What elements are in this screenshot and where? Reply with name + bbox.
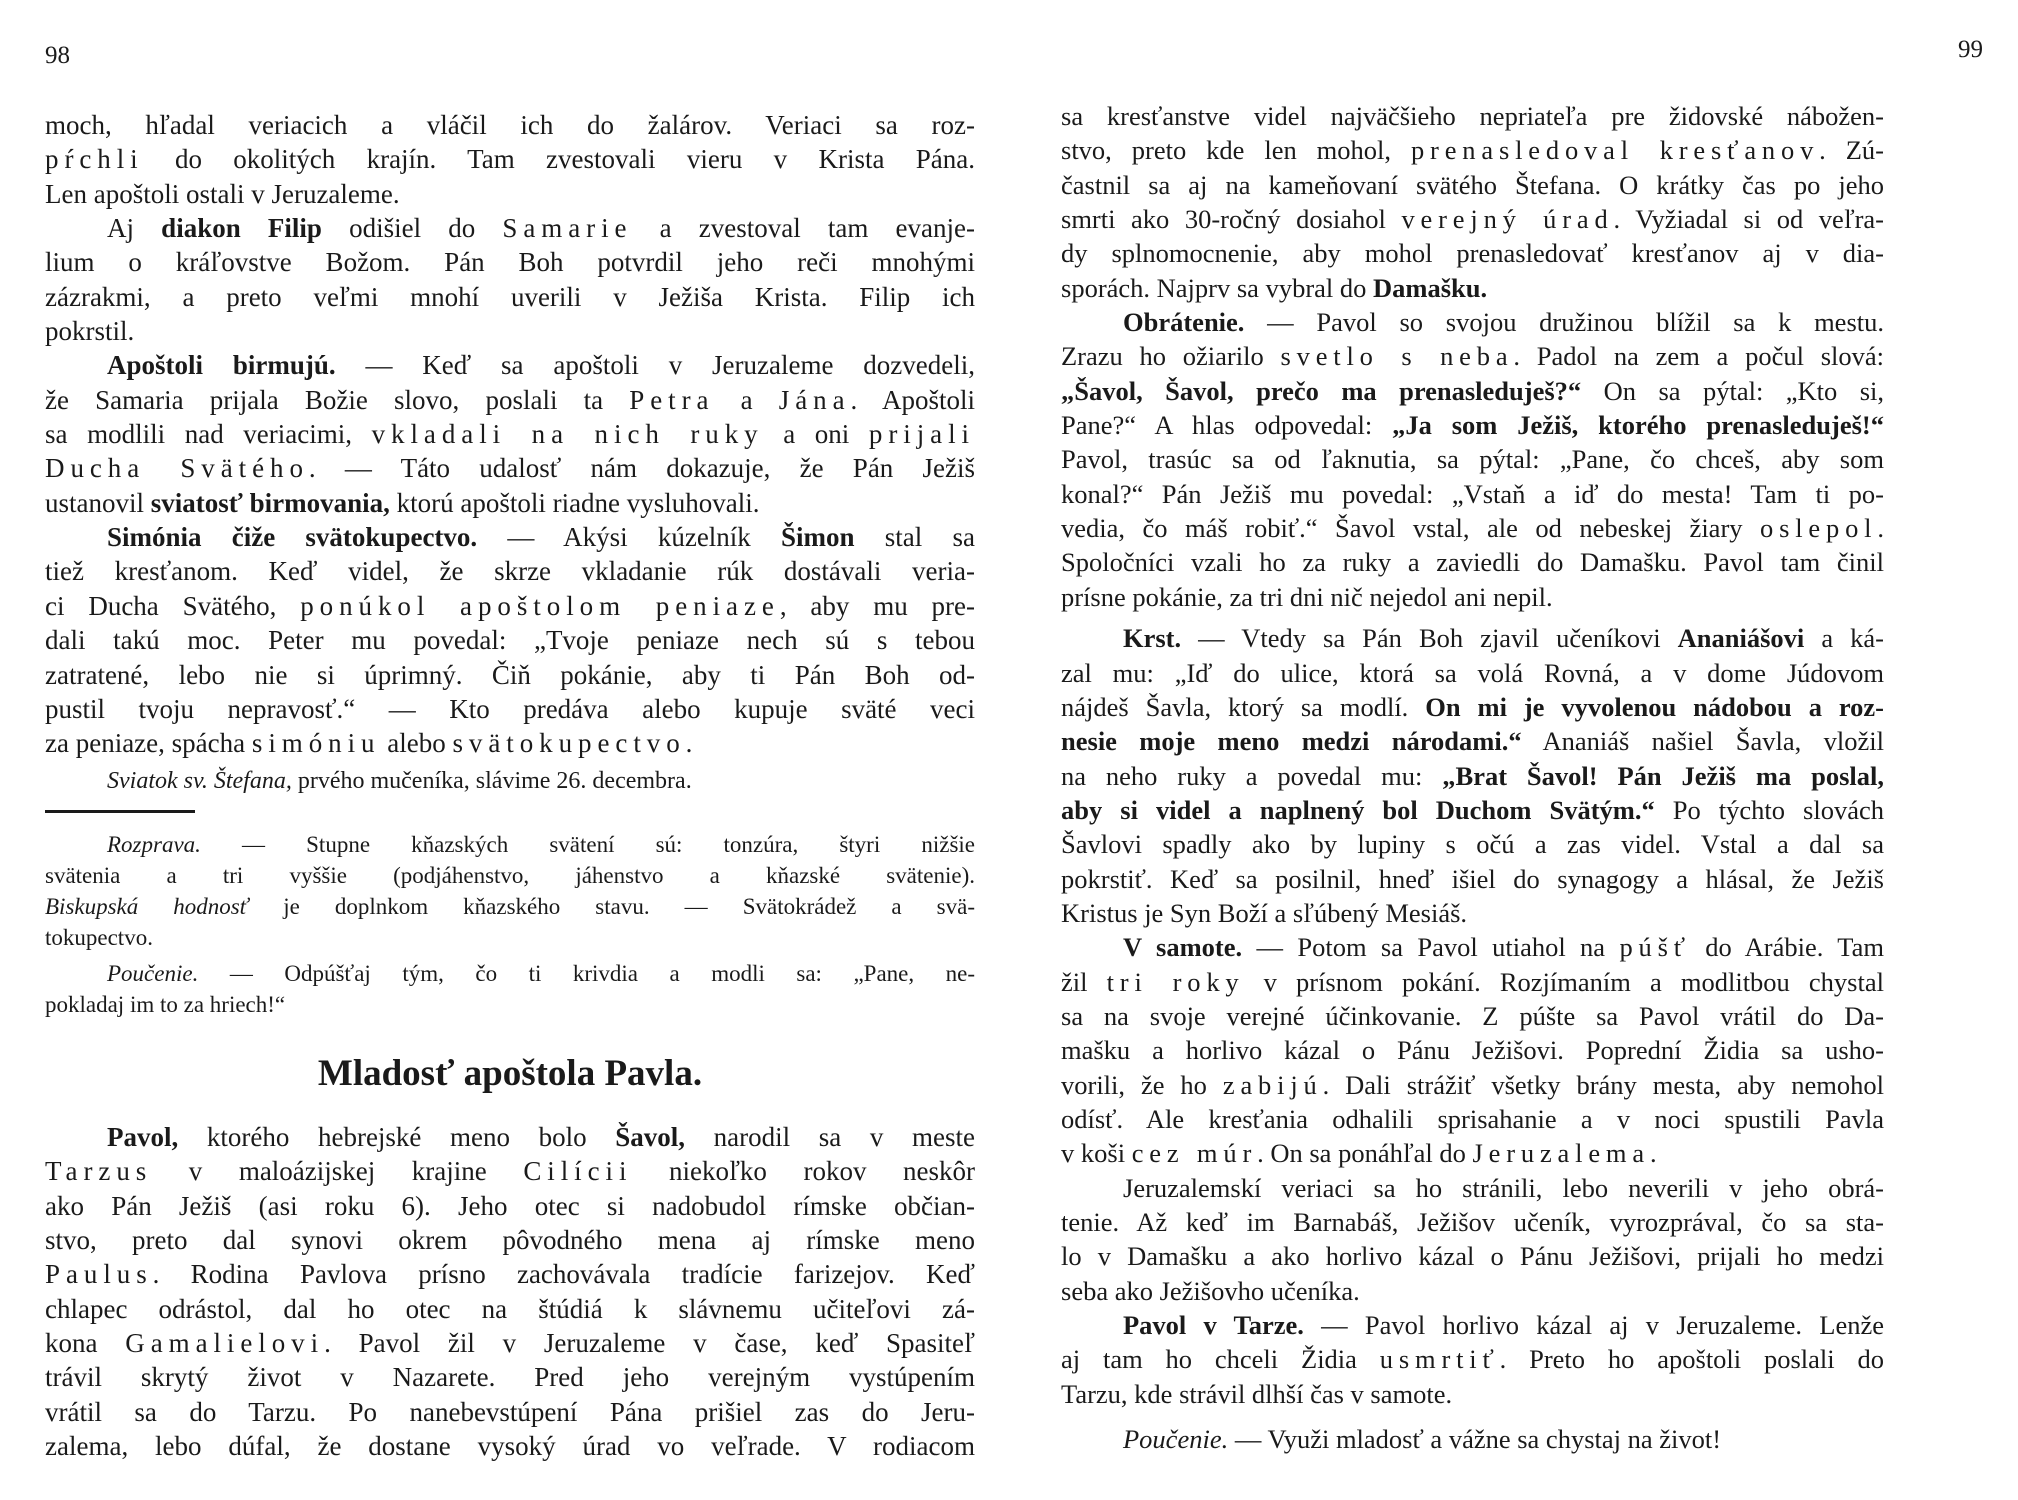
text-line bbox=[1061, 511, 1884, 545]
text-line bbox=[1061, 168, 1884, 202]
text-run: Zrazu ho ožiarilo bbox=[1061, 341, 1281, 372]
spaced-emphasis-text: usmrtiť bbox=[1379, 1344, 1500, 1375]
bold-text: Apoštoli birmujú. bbox=[107, 350, 336, 381]
text-line bbox=[1061, 408, 1884, 442]
text-run: zatratené, lebo nie si úprimný. Čiň pokánie, aby ti Pán Boh od- bbox=[45, 659, 975, 690]
text-run: vedia, čo máš robiť.“ Šavol vstal, ale od nebeskej žiary bbox=[1061, 513, 1760, 544]
text-line bbox=[45, 486, 975, 520]
spaced-emphasis-text: Jeruzalema bbox=[1472, 1138, 1650, 1169]
left-main-1 bbox=[45, 108, 975, 761]
text-run: Len apoštoli ostali v Jeruzaleme. bbox=[45, 178, 400, 209]
text-line bbox=[1061, 236, 1884, 270]
text-line bbox=[1061, 1422, 1884, 1456]
bold-text: „Brat Šavol! Pán Ježiš ma poslal, bbox=[1442, 760, 1884, 791]
page-number-right: 99 bbox=[1958, 36, 1983, 63]
text-run: odísť. Ale kresťania odhalili sprisahanie a v noci spustili Pavla bbox=[1061, 1103, 1884, 1134]
text-run: vrátil sa do Tarzu. Po nanebevstúpení Pána prišiel zas do Jeru- bbox=[45, 1396, 975, 1427]
text-line bbox=[45, 314, 975, 348]
text-run: — Akýsi kúzelník bbox=[477, 522, 782, 553]
text-line bbox=[45, 829, 975, 860]
text-run: sa modlili nad veriacimi, bbox=[45, 419, 372, 450]
text-run: že Samaria prijala Božie slovo, poslali ta bbox=[45, 384, 630, 415]
text-run: v maloázijskej krajine bbox=[152, 1156, 524, 1187]
text-run: Aj bbox=[107, 213, 162, 244]
text-run: svätenia a tri vyššie (podjáhenstvo, jáhenstvo a kňazské svätenie). bbox=[45, 863, 975, 888]
text-line bbox=[45, 108, 975, 142]
text-run: ktorého hebrejské meno bolo bbox=[178, 1122, 616, 1152]
text-line bbox=[45, 692, 975, 726]
text-line bbox=[1061, 477, 1884, 511]
text-run: a bbox=[714, 384, 779, 415]
text-line bbox=[1061, 965, 1884, 999]
text-line bbox=[1061, 793, 1884, 827]
text-line bbox=[45, 766, 975, 800]
spaced-emphasis-text: simóniu bbox=[251, 728, 381, 759]
text-run: stvo, preto dal synovi okrem pôvodného mena aj rímske meno bbox=[45, 1225, 975, 1256]
text-run: prísne pokánie, za tri dni nič nejedol ani nepil. bbox=[1061, 581, 1553, 612]
text-line bbox=[45, 623, 975, 657]
text-line bbox=[1061, 305, 1884, 339]
text-line bbox=[45, 211, 975, 245]
paragraph bbox=[45, 958, 975, 1020]
text-run: . Zú- bbox=[1819, 135, 1884, 166]
text-run: prvého mučeníka, slávime 26. decembra. bbox=[291, 768, 692, 794]
text-line bbox=[45, 245, 975, 279]
text-line bbox=[1061, 202, 1884, 236]
text-line bbox=[1061, 1308, 1884, 1342]
spaced-emphasis-text: oslepol bbox=[1760, 513, 1878, 544]
text-line bbox=[45, 658, 975, 692]
spaced-emphasis-text: Cilícii bbox=[523, 1156, 633, 1187]
bold-text: „Šavol, Šavol, prečo ma prenasleduješ?“ bbox=[1061, 375, 1582, 406]
text-run: sa kresťanstve videl najväčšieho nepriateľa pre židovské nábožen- bbox=[1061, 101, 1884, 131]
paragraph bbox=[1061, 1171, 1884, 1308]
text-run: On sa pýtal: „Kto si, bbox=[1581, 375, 1885, 406]
text-run: smrti ako 30-ročný dosiahol bbox=[1061, 204, 1402, 235]
section-title: Mladosť apoštola Pavla. bbox=[317, 1053, 703, 1094]
bold-text: Pavol, bbox=[107, 1122, 179, 1152]
text-line bbox=[45, 1429, 975, 1463]
bold-text: Krst. bbox=[1123, 623, 1182, 654]
text-line bbox=[1061, 621, 1884, 655]
text-run: konal?“ Pán Ježiš mu povedal: „Vstaň a iď do mesta! Tam ti po- bbox=[1061, 478, 1884, 509]
text-run: ci Ducha Svätého, bbox=[45, 590, 301, 621]
paragraph bbox=[45, 766, 975, 800]
spaced-emphasis-text: verejný úrad bbox=[1401, 204, 1614, 235]
italic-text: Biskupská hodnosť bbox=[45, 894, 249, 919]
text-line bbox=[1061, 930, 1884, 964]
text-run: v prísnom pokání. Rozjímaním a modlitbou chystal bbox=[1244, 966, 1884, 997]
text-run: — Potom sa Pavol utiahol na bbox=[1242, 932, 1620, 963]
text-line bbox=[45, 177, 975, 211]
text-line bbox=[1061, 1136, 1884, 1170]
text-run: a ká- bbox=[1804, 623, 1884, 654]
text-run: žil bbox=[1061, 966, 1107, 997]
text-run: aj tam ho chceli Židia bbox=[1061, 1344, 1380, 1375]
spaced-emphasis-text: vkladali na nich ruky bbox=[371, 419, 764, 450]
spaced-emphasis-text: Ducha Svätého bbox=[45, 453, 309, 484]
text-line bbox=[45, 1154, 975, 1188]
spaced-emphasis-text: svätokupectvo bbox=[452, 728, 686, 759]
text-run: ktorú apoštoli riadne vysluhovali. bbox=[389, 487, 760, 518]
text-line bbox=[1061, 1033, 1884, 1067]
text-line bbox=[45, 1223, 975, 1257]
text-run: nájdeš Šavla, ktorý sa modlí. bbox=[1061, 691, 1426, 722]
spaced-emphasis-text: prijali bbox=[868, 419, 975, 450]
bold-text: Damašku. bbox=[1373, 272, 1488, 303]
text-line bbox=[1061, 1171, 1884, 1205]
paragraph bbox=[1061, 930, 1884, 1170]
left-notes bbox=[45, 829, 975, 1020]
text-run: Šavlovi spadly ako by lupiny s očú a zas videl. Vstal a dal sa bbox=[1061, 829, 1884, 860]
italic-text: Sviatok sv. Štefana, bbox=[107, 768, 292, 794]
paragraph bbox=[45, 108, 975, 211]
text-line bbox=[1061, 1274, 1884, 1308]
spaced-emphasis-text: cez múr bbox=[1131, 1138, 1258, 1169]
spaced-emphasis-text: zabijú bbox=[1222, 1069, 1323, 1100]
text-run: lium o kráľovstve Božom. Pán Boh potvrdil jeho reči mnohými bbox=[45, 247, 975, 278]
text-run: zázrakmi, a preto veľmi mnohí uverili v Ježiša Krista. Filip ich bbox=[45, 281, 975, 312]
paragraph bbox=[1061, 1308, 1884, 1411]
text-run: Po týchto slovách bbox=[1654, 794, 1884, 825]
text-line bbox=[45, 1395, 975, 1429]
spaced-emphasis-text: svetlo s neba bbox=[1280, 341, 1514, 372]
bold-text: Ananiášovi bbox=[1677, 623, 1805, 654]
bold-text: Obrátenie. bbox=[1123, 307, 1245, 338]
text-run: kona bbox=[45, 1328, 126, 1359]
text-line bbox=[1061, 827, 1884, 861]
text-line bbox=[1061, 999, 1884, 1033]
text-run: . Vyžiadal si od veľra- bbox=[1613, 204, 1884, 235]
bold-text: „Ja som Ježiš, ktorého prenasleduješ!“ bbox=[1392, 410, 1884, 441]
text-line bbox=[45, 1120, 975, 1154]
paragraph bbox=[45, 520, 975, 760]
text-run: chlapec odrástol, dal ho otec na štúdiá k slávnemu učiteľovi zá- bbox=[45, 1293, 975, 1324]
text-run: do okolitých krajín. Tam zvestovali vieru v Krista Pána. bbox=[143, 144, 975, 175]
text-run: sporách. Najprv sa vybral do bbox=[1061, 272, 1374, 303]
text-run: do Arábie. Tam bbox=[1690, 932, 1884, 963]
text-run: ustanovil bbox=[45, 487, 151, 518]
text-run: — Pavol horlivo kázal aj v Jeruzaleme. Lenže bbox=[1303, 1310, 1884, 1341]
text-run: . bbox=[1877, 513, 1884, 544]
text-run: dali takú moc. Peter mu povedal: „Tvoje peniaze nech sú s tebou bbox=[45, 625, 975, 656]
text-line bbox=[1061, 759, 1884, 793]
text-run: . Padol na zem a počul slová: bbox=[1513, 341, 1884, 372]
text-run: . Apoštoli bbox=[850, 384, 975, 415]
text-run: Tarzu, kde strávil dlhší čas v samote. bbox=[1061, 1378, 1453, 1409]
text-line bbox=[45, 280, 975, 314]
bold-text: Šavol, bbox=[615, 1122, 686, 1152]
text-line bbox=[45, 1360, 975, 1394]
bold-text: Šimon bbox=[781, 522, 855, 553]
text-run: ako Pán Ježiš (asi roku 6). Jeho otec si nadobudol rímske občian- bbox=[45, 1190, 975, 1221]
text-run: — Využi mladosť a vážne sa chystaj na život! bbox=[1228, 1424, 1722, 1455]
spaced-emphasis-text: tri roky bbox=[1106, 966, 1245, 997]
text-run: za peniaze, spácha bbox=[45, 728, 252, 759]
text-run: Pavol, trasúc sa od ľaknutia, sa pýtal: „Pane, čo chceš, aby som bbox=[1061, 444, 1884, 475]
paragraph bbox=[1061, 621, 1884, 930]
paragraph bbox=[1061, 99, 1884, 305]
bold-text: V samote. bbox=[1123, 932, 1243, 963]
bold-text: nesie moje meno medzi národami.“ bbox=[1061, 726, 1522, 757]
text-line bbox=[45, 726, 975, 760]
right-main bbox=[1061, 99, 1884, 1456]
text-line bbox=[1061, 442, 1884, 476]
text-run: v koši bbox=[1061, 1138, 1132, 1169]
text-run: na neho ruky a povedal mu: bbox=[1061, 760, 1443, 791]
text-run: stal sa bbox=[854, 522, 975, 553]
text-line bbox=[45, 922, 975, 953]
text-run: pustil tvoju nepravosť.“ — Kto predáva alebo kupuje sväté veci bbox=[45, 693, 975, 724]
italic-text: Rozprava. bbox=[107, 832, 201, 857]
text-line bbox=[45, 520, 975, 554]
spaced-emphasis-text: prenasledoval kresťanov bbox=[1410, 135, 1820, 166]
text-run: . bbox=[1649, 1138, 1657, 1169]
text-run: — Keď sa apoštoli v Jeruzaleme dozvedeli, bbox=[335, 350, 975, 381]
text-line bbox=[45, 1292, 975, 1326]
text-run: . On sa ponáhľal do bbox=[1257, 1138, 1473, 1169]
text-run: Ananiáš našiel Šavla, vložil bbox=[1521, 726, 1884, 757]
text-line bbox=[1061, 690, 1884, 724]
text-line bbox=[1061, 580, 1884, 614]
paragraph bbox=[45, 1120, 975, 1463]
text-line bbox=[45, 1257, 975, 1291]
text-line bbox=[1061, 1068, 1884, 1102]
text-line bbox=[45, 383, 975, 417]
text-line bbox=[45, 142, 975, 176]
left-dedication bbox=[45, 766, 975, 800]
text-run: . Dali strážiť všetky brány mesta, aby nemohol bbox=[1322, 1069, 1885, 1100]
text-run: dy splnomocnenie, aby mohol prenasledovať kresťanov aj v dia- bbox=[1061, 238, 1884, 269]
spaced-emphasis-text: pŕchli bbox=[45, 144, 144, 175]
text-run: stvo, preto kde len mohol, bbox=[1061, 135, 1411, 166]
bold-text: diakon Filip bbox=[161, 213, 322, 244]
text-run: Jeruzalemskí veriaci sa ho stránili, lebo neverili v jeho obrá- bbox=[1123, 1172, 1884, 1203]
text-line bbox=[1061, 133, 1884, 167]
text-run: . Preto ho apoštoli poslali do bbox=[1499, 1344, 1885, 1375]
spaced-emphasis-text: Jána bbox=[778, 384, 851, 415]
text-line bbox=[45, 891, 975, 922]
text-run: tokupectvo. bbox=[45, 925, 153, 950]
spaced-emphasis-text: Paulus bbox=[45, 1259, 153, 1290]
text-line bbox=[45, 860, 975, 891]
text-run: tenie. Až keď im Barnabáš, Ježišov učeník, vyrozprával, čo sa sta- bbox=[1061, 1207, 1884, 1237]
paragraph bbox=[1061, 305, 1884, 614]
text-line bbox=[45, 958, 975, 989]
text-line bbox=[1061, 1239, 1884, 1273]
text-line bbox=[1061, 339, 1884, 373]
text-run: a zvestoval tam evanje- bbox=[632, 213, 975, 244]
left-main-2 bbox=[45, 1120, 975, 1463]
bold-text: Simónia čiže svätokupectvo. bbox=[107, 522, 478, 553]
text-line bbox=[1061, 545, 1884, 579]
text-line bbox=[45, 554, 975, 588]
spaced-emphasis-text: ponúkol apoštolom peniaze bbox=[300, 590, 780, 621]
text-run: častnil sa aj na kameňovaní svätého Štefana. O krátky čas po jeho bbox=[1061, 169, 1884, 200]
page-number-left: 98 bbox=[45, 42, 70, 69]
paragraph bbox=[45, 211, 975, 348]
text-line bbox=[45, 451, 975, 485]
text-line bbox=[1061, 1102, 1884, 1136]
paragraph bbox=[45, 348, 975, 520]
text-run: . Rodina Pavlova prísno zachovávala tradície farizejov. Keď bbox=[152, 1259, 975, 1290]
text-run: pokrstiť. Keď sa posilnil, hneď išiel do synagogy a hlásal, že Ježiš bbox=[1061, 863, 1884, 894]
text-run: . Pavol žil v Jeruzaleme v čase, keď Spasiteľ bbox=[324, 1328, 976, 1359]
paragraph bbox=[1061, 1422, 1884, 1456]
text-run: a oni bbox=[763, 419, 869, 450]
text-line bbox=[1061, 99, 1884, 133]
spaced-emphasis-text: Petra bbox=[629, 384, 715, 415]
italic-text: Poučenie. bbox=[1123, 1424, 1229, 1455]
text-run: odišiel do bbox=[321, 213, 503, 244]
text-run: — Vtedy sa Pán Boh zjavil učeníkovi bbox=[1181, 623, 1678, 654]
text-run: . bbox=[685, 728, 693, 759]
text-run: moch, hľadal veriacich a vláčil ich do žalárov. Veriaci sa roz- bbox=[45, 110, 975, 140]
text-run: vorili, že ho bbox=[1061, 1069, 1223, 1100]
text-line bbox=[45, 1189, 975, 1223]
text-run: — Stupne kňazských svätení sú: tonzúra, štyri nižšie bbox=[200, 832, 975, 857]
text-line bbox=[1061, 271, 1884, 305]
text-run: mašku a horlivo kázal o Pánu Ježišovi. Poprední Židia sa usho- bbox=[1061, 1035, 1884, 1066]
spaced-emphasis-text: Gamalielovi bbox=[125, 1328, 325, 1359]
text-run: alebo bbox=[380, 728, 453, 759]
text-run: zalema, lebo dúfal, že dostane vysoký úrad vo veľrade. V rodiacom bbox=[45, 1431, 975, 1462]
text-run: lo v Damašku a ako horlivo kázal o Pánu Ježišovi, prijali ho medzi bbox=[1061, 1241, 1884, 1272]
text-run: Spoločníci vzali ho za ruky a zaviedli do Damašku. Pavol tam činil bbox=[1061, 547, 1884, 578]
text-line bbox=[45, 417, 975, 451]
text-run: niekoľko rokov neskôr bbox=[632, 1156, 975, 1187]
text-run: sa na svoje verejné účinkovanie. Z púšte sa Pavol vrátil do Da- bbox=[1061, 1000, 1884, 1031]
text-run: je doplnkom kňazského stavu. — Svätokrádež a svä- bbox=[248, 894, 975, 919]
text-run: pokladaj im to za hriech!“ bbox=[45, 992, 286, 1017]
bold-text: sviatosť birmovania, bbox=[150, 487, 390, 518]
italic-text: Poučenie. bbox=[107, 961, 199, 986]
spaced-emphasis-text: púšť bbox=[1619, 932, 1691, 963]
text-line bbox=[1061, 374, 1884, 408]
text-run: tiež kresťanom. Keď videl, že skrze vkladanie rúk dostávali veria- bbox=[45, 556, 975, 587]
text-line bbox=[45, 589, 975, 623]
text-line bbox=[45, 1326, 975, 1360]
text-line bbox=[45, 989, 975, 1020]
text-line bbox=[1061, 1377, 1884, 1411]
text-line bbox=[1061, 896, 1884, 930]
spaced-emphasis-text: Tarzus bbox=[45, 1156, 153, 1187]
text-run: trávil skrytý život v Nazarete. Pred jeho verejným vystúpením bbox=[45, 1362, 975, 1393]
text-line bbox=[1061, 1205, 1884, 1239]
text-run: pokrstil. bbox=[45, 316, 135, 347]
text-run: seba ako Ježišovho učeníka. bbox=[1061, 1275, 1360, 1306]
bold-text: aby si videl a naplnený bol Duchom Svätým.“ bbox=[1061, 794, 1655, 825]
footnote-rule bbox=[45, 810, 195, 813]
bold-text: On mi je vyvolenou nádobou a roz- bbox=[1425, 691, 1884, 722]
paragraph bbox=[45, 829, 975, 953]
bold-text: Pavol v Tarze. bbox=[1123, 1310, 1304, 1341]
text-run: — Odpúšťaj tým, čo ti krivdia a modli sa: „Pane, ne- bbox=[198, 961, 975, 986]
text-line bbox=[1061, 724, 1884, 758]
text-run: — Pavol so svojou družinou blížil sa k mestu. bbox=[1244, 307, 1884, 338]
text-run: , aby mu pre- bbox=[779, 590, 976, 621]
text-run: . — Táto udalosť nám dokazuje, že Pán Ježiš bbox=[308, 453, 975, 484]
text-line bbox=[1061, 1342, 1884, 1376]
text-run: Kristus je Syn Boží a sľúbený Mesiáš. bbox=[1061, 897, 1468, 928]
text-run: narodil sa v meste bbox=[685, 1122, 975, 1152]
text-line bbox=[1061, 656, 1884, 690]
text-line bbox=[45, 348, 975, 382]
spaced-emphasis-text: Samarie bbox=[502, 213, 633, 244]
text-run: Pane?“ A hlas odpovedal: bbox=[1061, 410, 1393, 441]
text-line bbox=[1061, 862, 1884, 896]
text-run: zal mu: „Iď do ulice, ktorá sa volá Rovná, a v dome Júdovom bbox=[1061, 657, 1884, 688]
